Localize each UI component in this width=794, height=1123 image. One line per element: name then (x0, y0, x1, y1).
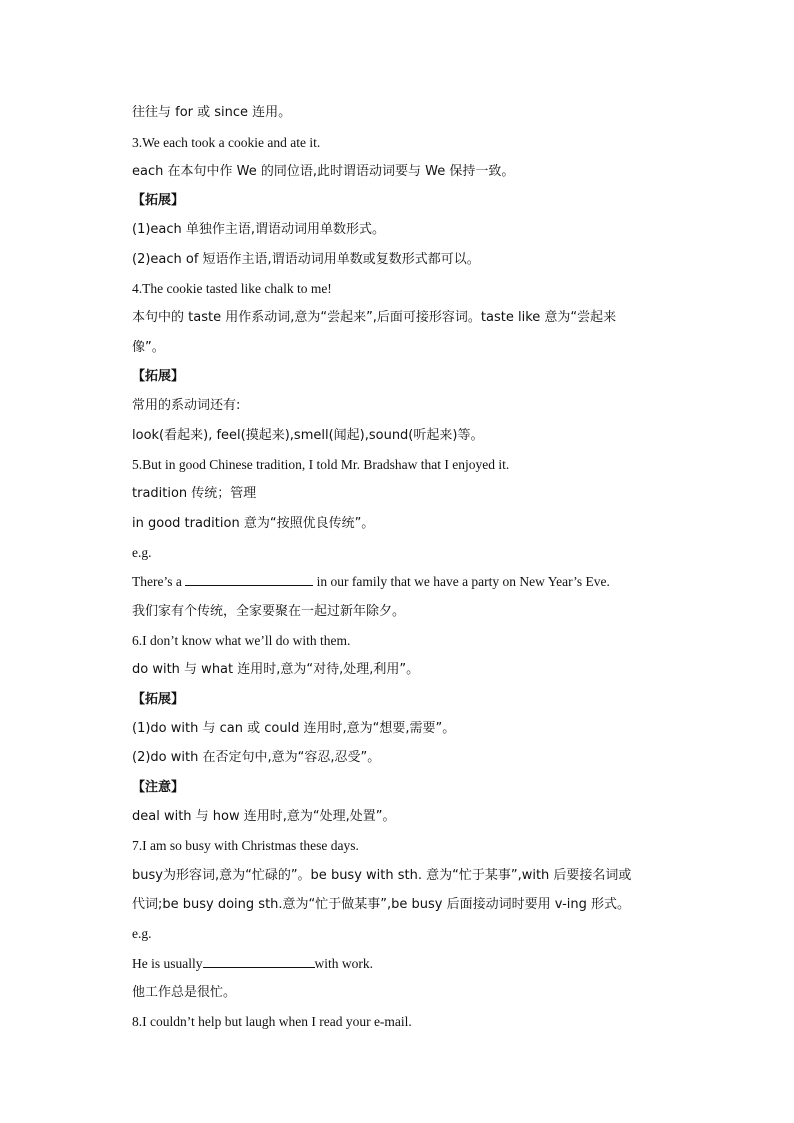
example-sentence (132, 572, 610, 592)
sentence-heading: 8.I couldn’t help but laugh when I read your e-mail. (132, 1014, 412, 1029)
text-line: (1)each 单独作主语,谓语动词用单数形式。 (132, 222, 386, 237)
fill-in-blank[interactable] (185, 573, 313, 586)
sentence-heading: 4.The cookie tasted like chalk to me! (132, 281, 332, 296)
section-label-extension: 【拓展】 (132, 692, 185, 707)
translation-line: 我们家有个传统，全家要聚在一起过新年除夕。 (132, 604, 406, 619)
text-line: deal with 与 how 连用时,意为“处理,处置”。 (132, 809, 396, 824)
text-line: look(看起来), feel(摸起来),smell(闻起),sound(听起来)等。 (132, 428, 484, 443)
text-line: each 在本句中作 We 的同位语,此时谓语动词要与 We 保持一致。 (132, 164, 515, 179)
translation-line: 他工作总是很忙。 (132, 985, 237, 1000)
text-line: (2)do with 在否定句中,意为“容忍,忍受”。 (132, 750, 381, 765)
sentence-heading: 5.But in good Chinese tradition, I told Mr. Bradshaw that I enjoyed it. (132, 457, 510, 472)
section-label-extension: 【拓展】 (132, 369, 185, 384)
example-text-start: There’s a (132, 574, 186, 589)
text-line: 像”。 (132, 340, 165, 355)
example-text-start: He is usually (132, 956, 203, 971)
text-line: (1)do with 与 can 或 could 连用时,意为“想要,需要”。 (132, 721, 456, 736)
text-line: 往往与 for 或 since 连用。 (132, 105, 292, 120)
text-line: tradition 传统；管理 (132, 486, 257, 501)
fill-in-blank[interactable] (203, 955, 315, 968)
section-label-extension: 【拓展】 (132, 193, 185, 208)
text-line: in good tradition 意为“按照优良传统”。 (132, 516, 375, 531)
example-label: e.g. (132, 926, 152, 941)
text-line: 代词;be busy doing sth.意为“忙于做某事”,be busy 后面接动词时要用 v-ing 形式。 (132, 897, 631, 912)
text-line: do with 与 what 连用时,意为“对待,处理,利用”。 (132, 662, 420, 677)
text-line: busy为形容词,意为“忙碌的”。be busy with sth. 意为“忙于某事”,with 后要接名词或 (132, 868, 632, 883)
example-text-end: in our family that we have a party on New Year’s Eve. (313, 574, 610, 589)
text-line: 常用的系动词还有: (132, 398, 241, 413)
sentence-heading: 7.I am so busy with Christmas these days. (132, 838, 359, 853)
sentence-heading: 3.We each took a cookie and ate it. (132, 135, 321, 150)
example-sentence (132, 954, 373, 974)
sentence-heading: 6.I don’t know what we’ll do with them. (132, 633, 351, 648)
section-label-note: 【注意】 (132, 780, 185, 795)
text-line: (2)each of 短语作主语,谓语动词用单数或复数形式都可以。 (132, 252, 480, 267)
text-line: 本句中的 taste 用作系动词,意为“尝起来”,后面可接形容词。taste like 意为“尝起来 (132, 310, 617, 325)
example-label: e.g. (132, 545, 152, 560)
example-text-end: with work. (314, 956, 373, 971)
